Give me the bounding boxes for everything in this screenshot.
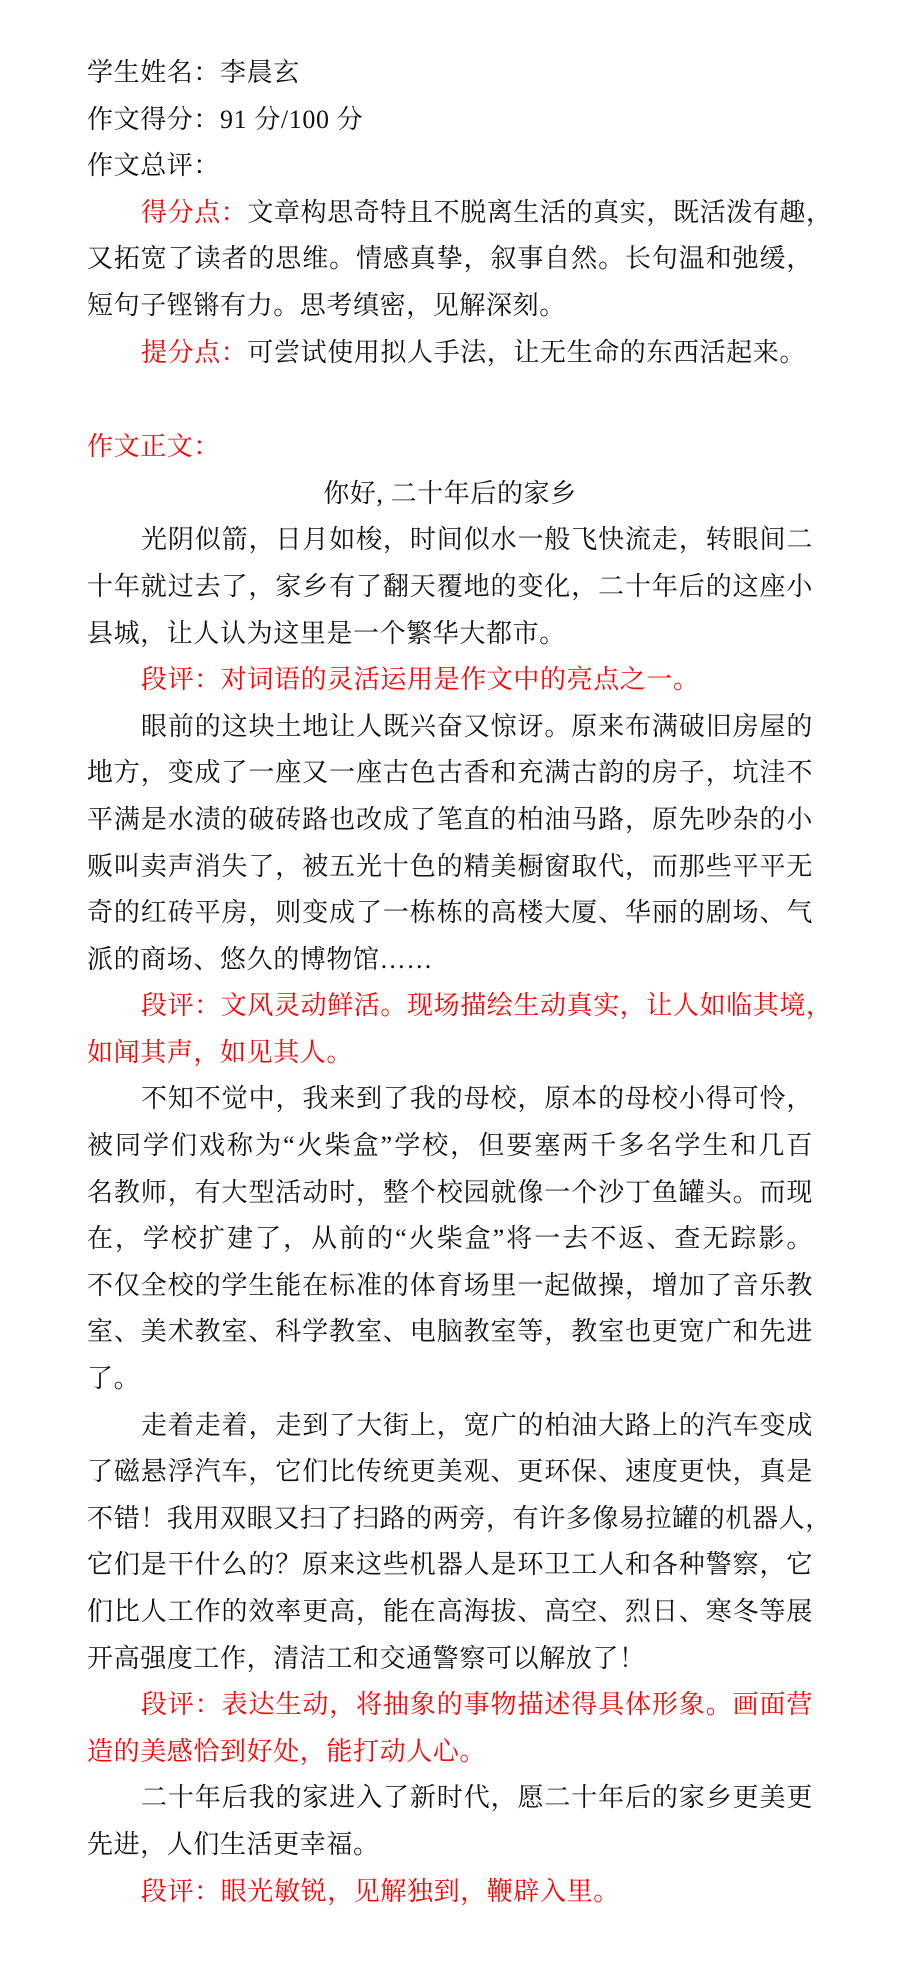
score-row [87, 97, 813, 144]
paragraph-line: 县城，让人认为这里是一个繁华大都市。 [87, 618, 566, 648]
paragraph-line: 十年就过去了，家乡有了翻天覆地的变化，二十年后的这座小 [87, 571, 813, 601]
paragraph-3 [87, 1076, 813, 1402]
paragraph-comment-3 [87, 1682, 813, 1775]
comment-line: 段评：眼光敏锐，见解独到，鞭辟入里。 [141, 1876, 620, 1906]
strengths-label: 得分点： [141, 197, 248, 227]
essay-review-document [87, 50, 833, 1915]
paragraph-line: 先进，人们生活更幸福。 [87, 1829, 380, 1859]
student-name-label: 学生姓名： [87, 58, 221, 87]
paragraph-2 [87, 704, 813, 984]
comment-line: 段评：文风灵动鲜活。现场描绘生动真实，让人如临其境， [141, 991, 833, 1021]
student-name: 李晨玄 [220, 58, 300, 87]
paragraph-line: 二十年后我的家进入了新时代，愿二十年后的家乡更美更 [141, 1783, 813, 1813]
overall-comment-label: 作文总评： [87, 151, 221, 181]
paragraph-line: 奇的红砖平房，则变成了一栋栋的高楼大厦、华丽的剧场、气 [87, 898, 813, 928]
paragraph-line: 室、美术教室、科学教室、电脑教室等，教室也更宽广和先进 [87, 1317, 813, 1347]
comment-line: 段评：对词语的灵活运用是作文中的亮点之一。 [141, 665, 700, 695]
strengths-line-1 [87, 190, 833, 237]
strengths-text-1: 文章构思奇特且不脱离生活的真实，既活泼有趣， [247, 197, 833, 227]
paragraph-line: 在，学校扩建了，从前的“火柴盒”将一去不返、查无踪影。 [87, 1224, 813, 1254]
paragraph-line: 不错！我用双眼又扫了扫路的两旁，有许多像易拉罐的机器人， [87, 1503, 832, 1533]
paragraph-comment-1 [87, 657, 813, 704]
paragraph-line: 走着走着，走到了大街上，宽广的柏油大路上的汽车变成 [141, 1410, 813, 1440]
paragraph-line: 贩叫卖声消失了，被五光十色的精美橱窗取代，而那些平平无 [87, 851, 813, 881]
paragraph-line: 被同学们戏称为“火柴盒”学校，但要塞两千多名学生和几百 [87, 1131, 813, 1161]
comment-line: 如闻其声，如见其人。 [87, 1037, 354, 1067]
strengths-line-3: 短句子铿锵有力。思考缜密，见解深刻。 [87, 290, 566, 320]
improvement-label: 提分点： [141, 337, 248, 367]
paragraph-line: 不知不觉中，我来到了我的母校，原本的母校小得可怜， [141, 1084, 813, 1114]
paragraph-comment-2 [87, 983, 833, 1076]
paragraph-line: 它们是干什么的？原来这些机器人是环卫工人和各种警察，它 [87, 1550, 813, 1580]
paragraph-line: 地方，变成了一座又一座古色古香和充满古韵的房子，坑洼不 [87, 758, 813, 788]
paragraph-5 [87, 1775, 813, 1868]
comment-line: 段评：表达生动，将抽象的事物描述得具体形象。画面营 [141, 1690, 813, 1720]
paragraph-line: 们比人工作的效率更高，能在高海拔、高空、烈日、寒冬等展 [87, 1597, 813, 1626]
paragraph-line: 派的商场、悠久的博物馆…… [87, 944, 433, 974]
paragraph-line: 了。 [87, 1364, 141, 1394]
paragraph-comment-4 [87, 1869, 813, 1916]
essay-section-label: 作文正文： [87, 432, 221, 462]
paragraph-line: 不仅全校的学生能在标准的体育场里一起做操，增加了音乐教 [87, 1270, 813, 1300]
essay-title: 你好, 二十年后的家乡 [323, 478, 577, 508]
section-spacer [87, 376, 813, 424]
score-label: 作文得分： [87, 104, 221, 134]
strengths-line-2: 又拓宽了读者的思维。情感真挚，叙事自然。长句温和弛缓， [87, 244, 813, 274]
paragraph-1 [87, 517, 813, 657]
paragraph-line: 名教师，有大型活动时，整个校园就像一个沙丁鱼罐头。而现 [87, 1177, 813, 1207]
student-name-row [87, 50, 813, 97]
paragraph-line: 开高强度工作，清洁工和交通警察可以解放了！ [87, 1643, 646, 1673]
improvement-row [87, 330, 813, 377]
paragraph-line: 平满是水渍的破砖路也改成了笔直的柏油马路，原先吵杂的小 [87, 804, 813, 834]
paragraph-line: 光阴似箭，日月如梭，时间似水一般飞快流走，转眼间二 [141, 525, 813, 555]
paragraph-4 [87, 1403, 832, 1683]
score-value: 91 分/100 分 [220, 104, 364, 134]
improvement-text: 可尝试使用拟人手法，让无生命的东西活起来。 [247, 337, 807, 367]
comment-line: 造的美感恰到好处，能打动人心。 [87, 1736, 487, 1766]
paragraph-line: 了磁悬浮汽车，它们比传统更美观、更环保、速度更快，真是 [87, 1457, 813, 1487]
paragraph-line: 眼前的这块土地让人既兴奋又惊讶。原来布满破旧房屋的 [141, 711, 813, 741]
